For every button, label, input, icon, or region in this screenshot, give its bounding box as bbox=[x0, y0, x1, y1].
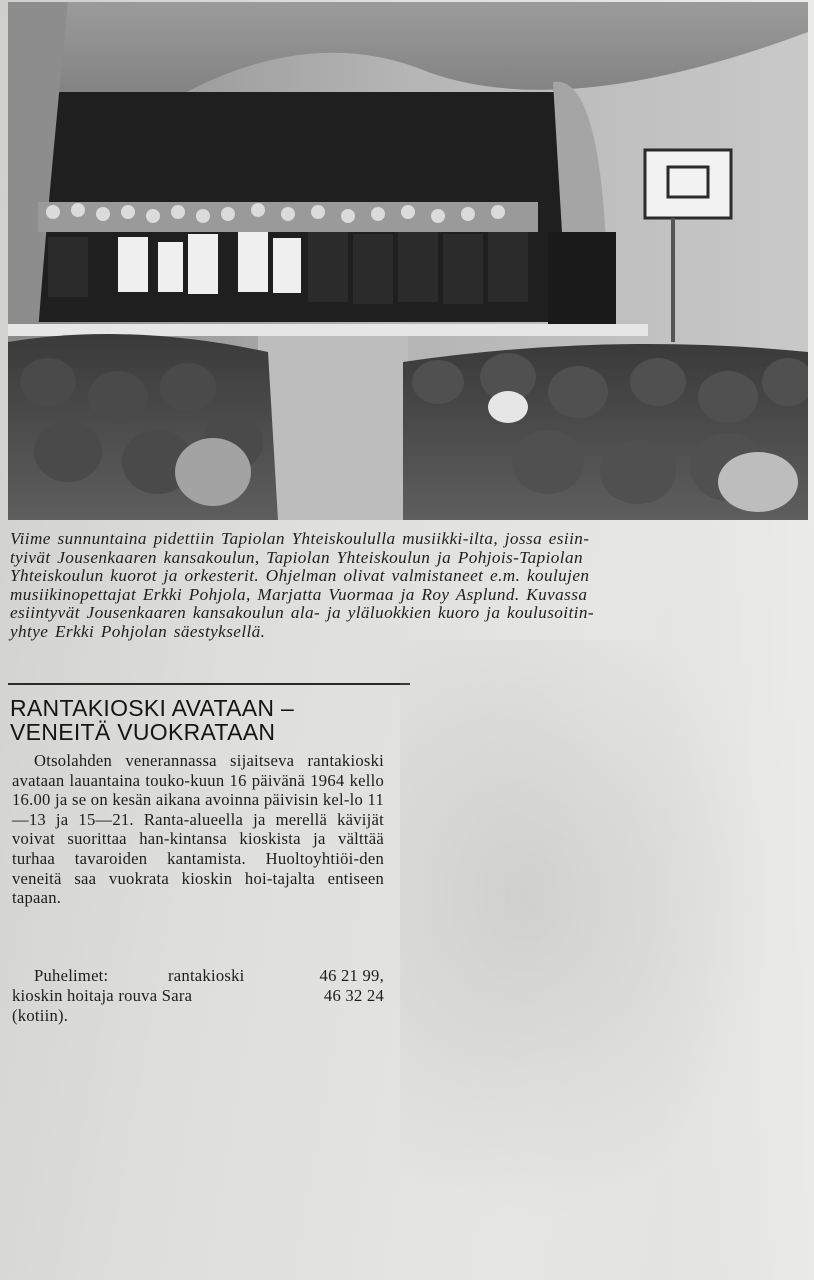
caption-line: musiikinopettajat Erkki Pohjola, Marjatta Vuormaa ja Roy Asplund. Kuvassa bbox=[10, 584, 588, 604]
caption-line: yhtye Erkki Pohjolan säestyksellä. bbox=[10, 621, 266, 641]
phone1-name: rantakioski bbox=[168, 966, 245, 985]
phone2-number: 46 32 24 bbox=[323, 986, 384, 1005]
article-paragraph: Otsolahden venerannassa sijaitseva rantakioski avataan lauantaina touko-kuun 16 päivänä 1964 kello 16.00 ja se on kesän aikana avoinna päivisin kel-lo 11—13 ja 15—21. Ranta-alueella ja merellä kävijät voivat suorittaa han-kintansa kioskista ja välttää turhaa tavaroiden kantamista. Huoltoyhtiöi-den veneitä saa vuokrata kioskin hoi-tajalta entiseen tapaan. bbox=[12, 751, 384, 908]
article-body bbox=[12, 751, 384, 908]
caption-line: Viime sunnuntaina pidettiin Tapiolan Yhteiskoululla musiikki-ilta, jossa esiin- bbox=[10, 529, 590, 548]
phones-label: Puhelimet: bbox=[34, 966, 109, 985]
phone-line-3 bbox=[12, 1006, 384, 1026]
phone2-name: kioskin hoitaja rouva Sara bbox=[12, 986, 193, 1005]
photo-caption bbox=[10, 530, 810, 642]
concert-photo bbox=[8, 2, 808, 520]
headline-line-1: RANTAKIOSKI AVATAAN – bbox=[10, 695, 295, 721]
caption-line: Yhteiskoulun kuorot ja orkesterit. Ohjelman olivat valmistaneet e.m. koulujen bbox=[10, 566, 590, 586]
caption-line: esiintyvät Jousenkaaren kansakoulun ala- ja yläluokkien kuoro ja koulusoitin- bbox=[10, 603, 594, 623]
section-divider bbox=[8, 683, 410, 685]
phone2-note: (kotiin). bbox=[12, 1006, 69, 1025]
phone-line-1 bbox=[12, 966, 384, 986]
article-headline bbox=[10, 696, 400, 744]
headline-line-2: VENEITÄ VUOKRATAAN bbox=[10, 719, 276, 745]
phone1-number: 46 21 99, bbox=[319, 966, 384, 985]
caption-line: tyivät Jousenkaaren kansakoulun, Tapiolan Yhteiskoulun ja Pohjois-Tapiolan bbox=[10, 547, 583, 567]
phone-line-2 bbox=[12, 986, 384, 1006]
